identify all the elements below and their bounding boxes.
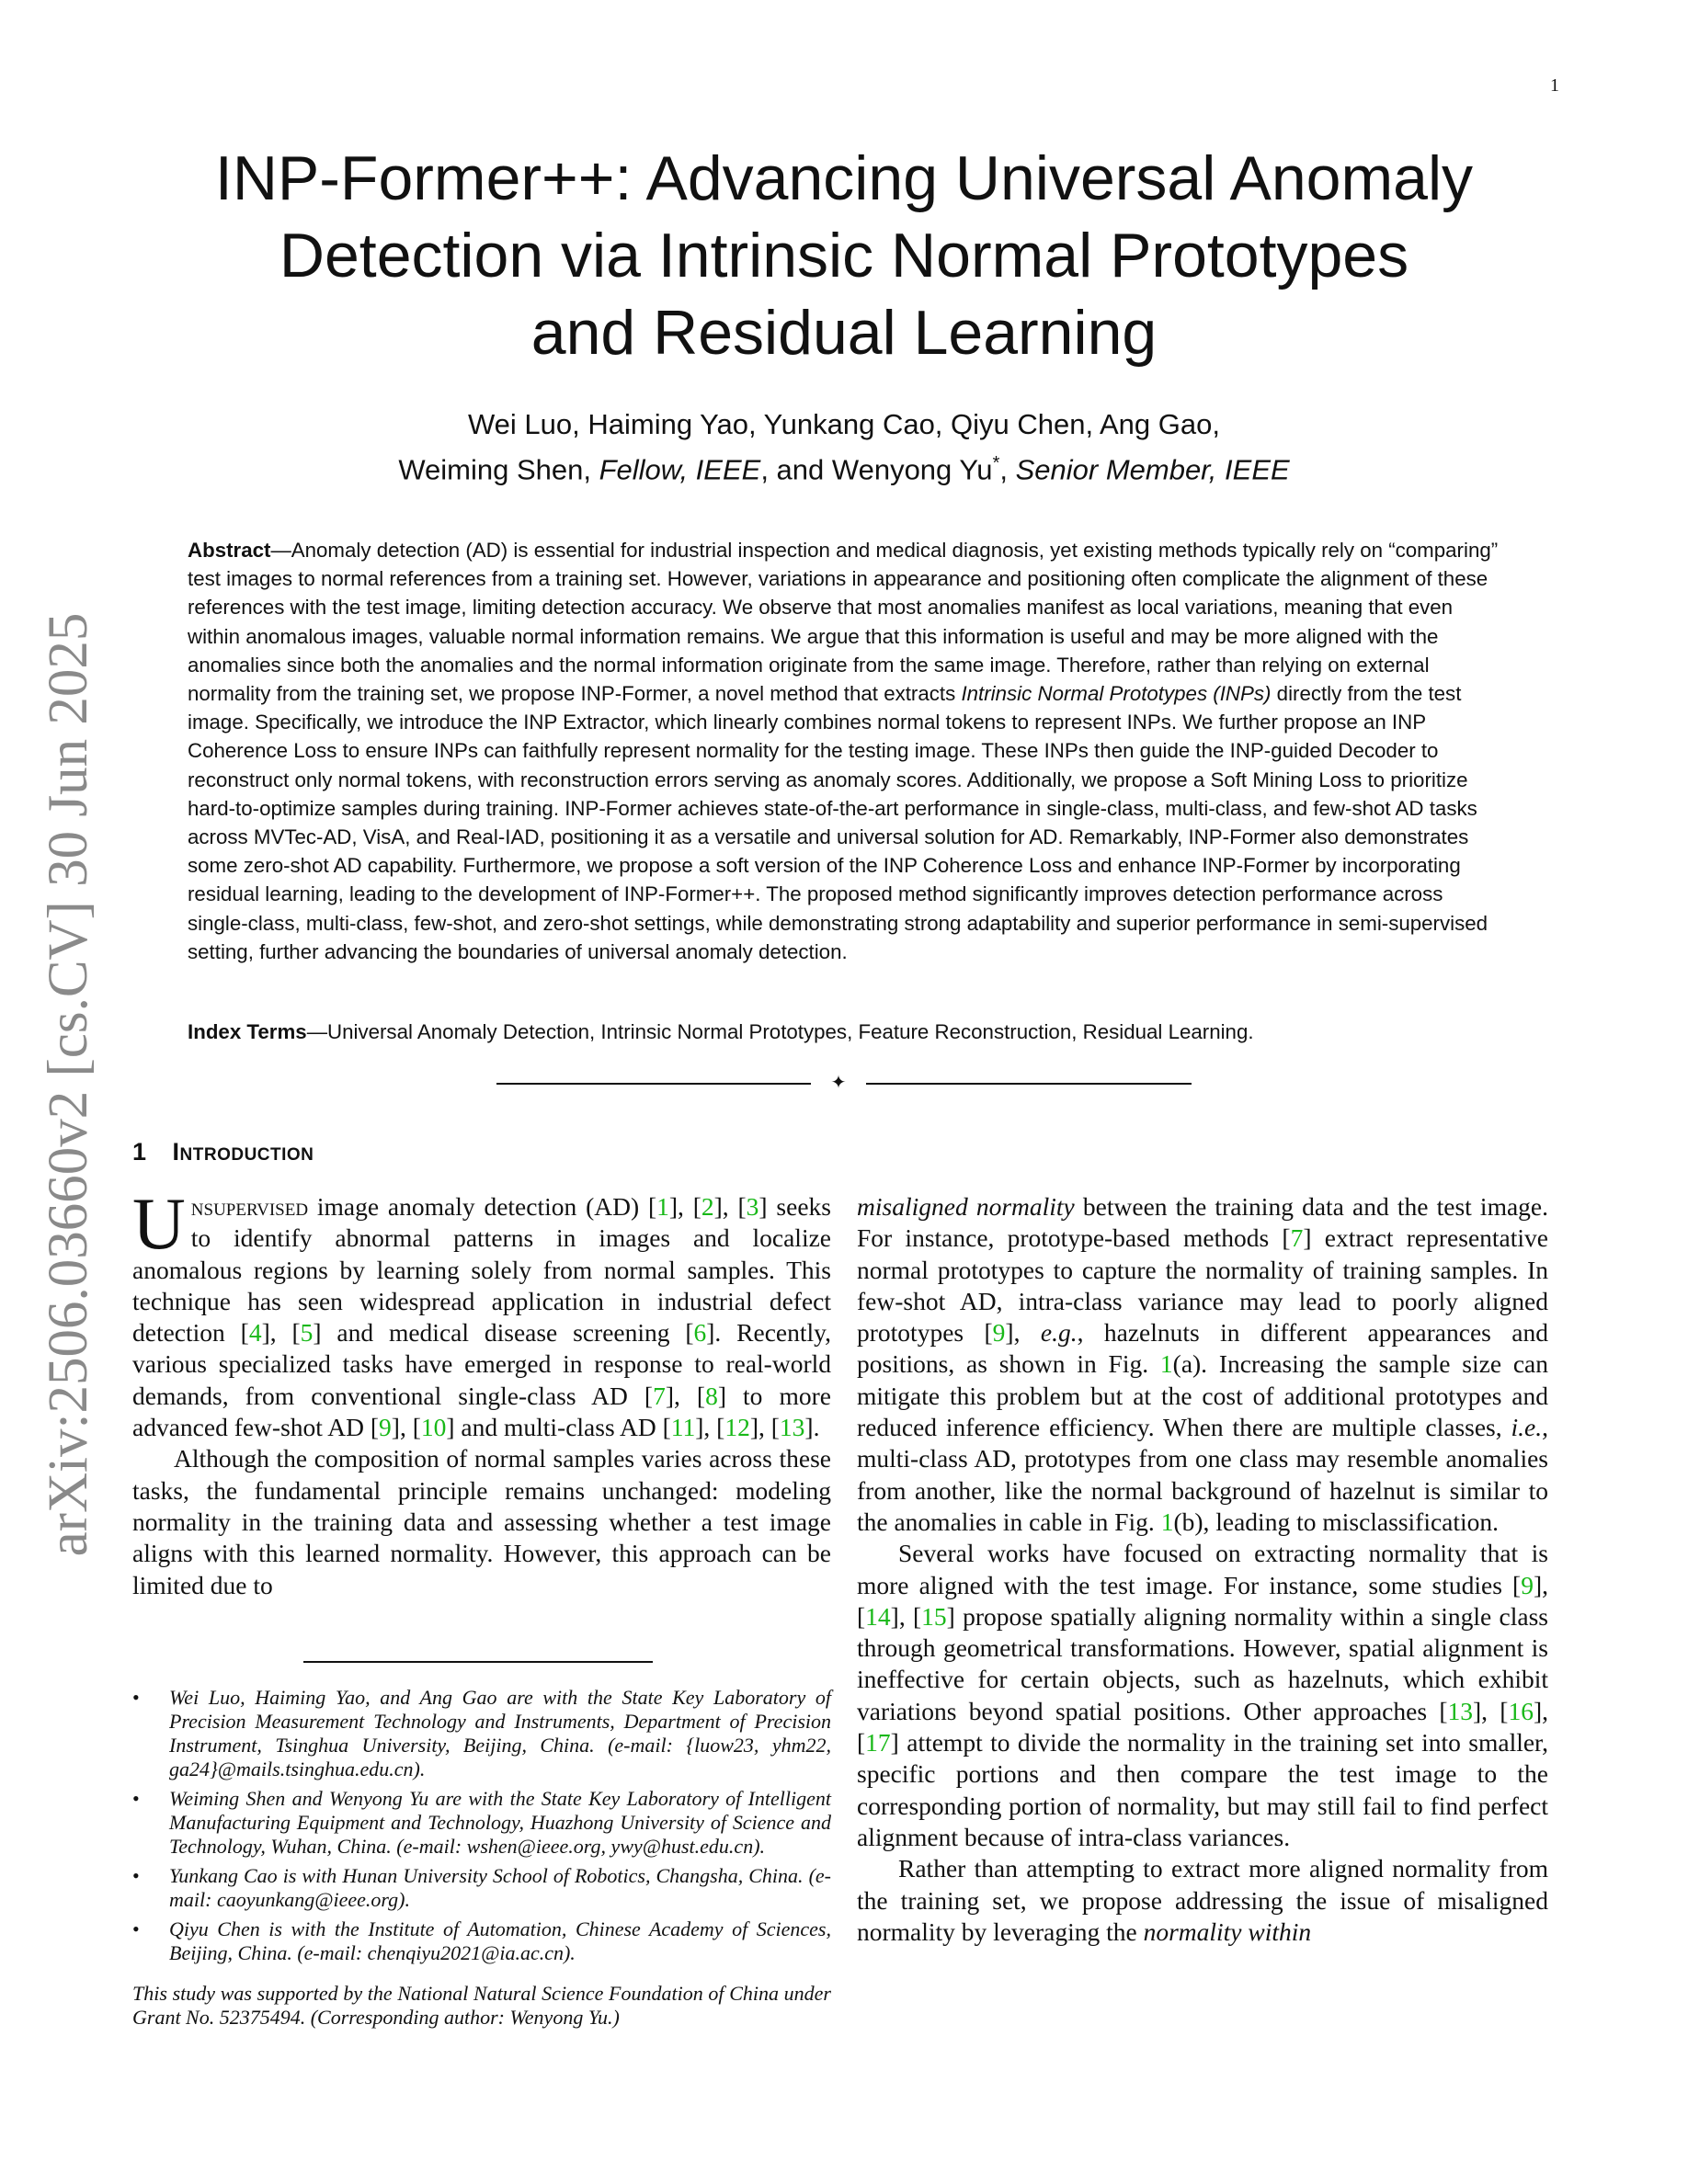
text-run: Rather than attempting to extract more aligned normality from the training set, we propose addressing the issue of misaligned normality by leveraging the [857,1854,1548,1946]
text-run: ] seeks to identify abnormal patterns in images and localize anomalous regions by learning solely from normal samples. This technique has seen widespread application in industrial defect detection [ [132,1192,831,1348]
index-terms [188,1018,1508,1046]
text-run: , multi-class AD, prototypes from one class may resemble anomalies from another, like the normal background of hazelnut is similar to the anomalies in cable in Fig. [857,1413,1548,1536]
text-run: ] and medical disease screening [ [313,1318,694,1348]
text-run: ], [ [665,1381,706,1410]
footnotes [132,1686,831,2030]
text-run: ]. Recently, various specialized tasks have emerged in response to real-world demands, from conventional single-class AD [ [132,1318,831,1410]
affiliation-note: • Qiyu Chen is with the Institute of Automation, Chinese Academy of Sciences, Beijing, China. (e-mail: chenqiyu2021@ia.ac.cn). [132,1917,831,1965]
figure-link[interactable]: 1 [1160,1507,1174,1536]
affiliation-note: • Yunkang Cao is with Hunan University School of Robotics, Changsha, China. (e-mail: caoyunkang@ieee.org). [132,1864,831,1912]
text-run: ], [ [857,1696,1548,1757]
citation-link[interactable]: 17 [865,1728,891,1757]
index-terms-label: Index Terms [188,1020,307,1043]
authors-line-1: Wei Luo, Haiming Yao, Yunkang Cao, Qiyu Chen, Ang Gao, [467,408,1220,440]
text-run: ], [ [749,1413,780,1442]
abstract-text-italic: Intrinsic Normal Prototypes (INPs) [961,682,1272,706]
text-run: (a). Increasing the sample size can mitigate this problem but at the cost of additional prototypes and reduced inference efficiency. When there are multiple classes, [857,1349,1549,1442]
footnote-rule [303,1661,653,1663]
section-heading [132,1138,314,1166]
text-run: ] extract representative normal prototypes to capture the normality of training samples. In few-shot AD, intra-class variance may lead to poorly aligned prototypes [ [857,1223,1548,1348]
citation-link[interactable]: 7 [653,1381,666,1410]
senior-title: Senior Member, IEEE [1015,453,1290,486]
italic-run: misaligned normality [857,1192,1075,1221]
citation-link[interactable]: 9 [992,1318,1006,1348]
abstract-text-b: directly from the test image. Specifically, we introduce the INP Extractor, which linearly combines normal tokens to represent INPs. We further propose an INP Coherence Loss to ensure INPs can faithfully represent normality for the testing image. These INPs then guide the INP-guided Decoder to reconstruct only normal tokens, with reconstruction errors serving as anomaly scores. Additionally, we propose a Soft Mining Loss to prioritize hard-to-optimize samples during training. INP-Former achieves state-of-the-art performance in single-class, multi-class, and few-shot AD tasks across MVTec-AD, VisA, and Real-IAD, positioning it as a versatile and universal solution for AD. Remarkably, INP-Former also demonstrates some zero-shot AD capability. Furthermore, we propose a soft version of the INP Coherence Loss and enhance INP-Former by incorporating residual learning, leading to the development of INP-Former++. The proposed method significantly improves detection performance across single-class, multi-class, few-shot, and zero-shot settings, while demonstrating strong adaptability and superior performance in semi-supervised setting, further advancing the boundaries of universal anomaly detection. [188,682,1488,963]
intro-paragraph-4 [857,1538,1548,1853]
citation-link[interactable]: 3 [746,1192,759,1221]
arxiv-stamp[interactable]: arXiv:2506.03660v2 [cs.CV] 30 Jun 2025 [38,612,99,1557]
text-run: ], [ [391,1413,421,1442]
section-number: 1 [132,1138,147,1166]
text-run: ], [ [713,1192,747,1221]
title-line-2: Detection via Intrinsic Normal Prototypes [279,221,1409,290]
funding-note: This study was supported by the National Natural Science Foundation of China under Grant No. 52375494. (Corresponding author: Wenyong Yu.) [132,1982,831,2029]
citation-link[interactable]: 15 [921,1601,947,1631]
citation-link[interactable]: 6 [693,1318,707,1348]
citation-link[interactable]: 16 [1508,1696,1534,1725]
intro-paragraph-3 [857,1191,1548,1538]
affiliation-note: • Wei Luo, Haiming Yao, and Ang Gao are with the State Key Laboratory of Precision Measurement Technology and Instruments, Department of Precision Instrument, Tsinghua University, Beijing, China. (e-mail: {luow23, yhm22, ga24}@mails.tsinghua.edu.cn). [132,1686,831,1781]
citation-link[interactable]: 11 [670,1413,696,1442]
author-list [138,404,1550,489]
text-run: ], [ [1472,1696,1509,1725]
citation-link[interactable]: 7 [1290,1223,1304,1253]
text-run: ], [ [261,1318,301,1348]
citation-link[interactable]: 13 [779,1413,805,1442]
authors-line-2c: , [999,453,1016,486]
text-run: ]. [804,1413,820,1442]
citation-link[interactable]: 8 [705,1381,718,1410]
citation-link[interactable]: 5 [300,1318,314,1348]
section-title: Introduction [172,1138,314,1166]
dropcap-letter: U [132,1184,186,1265]
divider-diamond-icon: ✦ [830,1073,847,1093]
citation-link[interactable]: 13 [1447,1696,1473,1725]
text-run: between the training data and the test image. For instance, prototype-based methods [ [857,1192,1549,1253]
citation-link[interactable]: 9 [1521,1570,1534,1599]
citation-link[interactable]: 12 [724,1413,750,1442]
figure-link[interactable]: 1 [1159,1349,1173,1379]
intro-paragraph-5 [857,1853,1548,1948]
text-run: ], [ [890,1601,922,1631]
text-run: ], [ [668,1192,701,1221]
text-run: ], [ [695,1413,725,1442]
intro-paragraph-1 [132,1184,831,1443]
citation-link[interactable]: 2 [701,1192,714,1221]
affiliation-list [132,1686,831,1965]
title-line-1: INP-Former++: Advancing Universal Anomaly [214,143,1474,213]
authors-line-2a: Weiming Shen, [398,453,599,486]
left-column [132,1184,831,1601]
abstract-text-a: —Anomaly detection (AD) is essential for industrial inspection and medical diagnosis, yet existing methods typically rely on “comparing” test images to normal references from a training set. However, variations in appearance and positioning often complicate the alignment of these references with the test image, limiting detection accuracy. We observe that most anomalies manifest as local variations, meaning that even within anomalous images, valuable normal information remains. We argue that this information is useful and may be more aligned with the anomalies since both the anomalies and the normal information originate from the same image. Therefore, rather than relying on external normality from the training set, we propose INP-Former, a novel method that extracts [188,539,1499,706]
abstract-label: Abstract [188,539,271,562]
text-run: image anomaly detection (AD) [ [308,1192,657,1221]
index-terms-text: —Universal Anomaly Detection, Intrinsic Normal Prototypes, Feature Reconstruction, Residual Learning. [306,1020,1254,1043]
right-column [857,1191,1548,1948]
affiliation-note: • Weiming Shen and Wenyong Yu are with the State Key Laboratory of Intelligent Manufacturing Equipment and Technology, Huazhong University of Science and Technology, Wuhan, China. (e-mail: wshen@ieee.org, ywy@hust.edu.cn). [132,1787,831,1859]
citation-link[interactable]: 9 [379,1413,392,1442]
text-run: ], [ [857,1570,1548,1631]
citation-link[interactable]: 4 [248,1318,262,1348]
text-run: ] propose spatially aligning normality within a single class through geometrical transformations. However, spatial alignment is ineffective for certain objects, such as hazelnuts, which exhibit variations beyond spatial positions. Other approaches [ [857,1601,1548,1725]
italic-run: e.g. [1040,1318,1078,1348]
intro-paragraph-2: Although the composition of normal samples varies across these tasks, the fundamental principle remains unchanged: modeling normality in the training data and assessing whether a test image aligns with this learned normality. However, this approach can be limited due to [132,1444,831,1599]
smallcaps-word: nsupervised [190,1192,309,1221]
text-run: , hazelnuts in different appearances and positions, as shown in Fig. [857,1318,1548,1379]
text-run: ] attempt to divide the normality in the training set into smaller, specific portions and then compare the test image to the corresponding portion of normality, but may still fail to find perfect alignment because of intra-class variances. [857,1728,1548,1851]
italic-run: i.e. [1511,1413,1543,1442]
text-run: ], [1005,1318,1041,1348]
fellow-title: Fellow, IEEE [599,453,761,486]
text-run: Several works have focused on extracting normality that is more aligned with the test image. For instance, some studies [ [857,1539,1548,1599]
citation-link[interactable]: 1 [656,1192,669,1221]
divider-line-left [496,1083,811,1085]
authors-line-2b: , and Wenyong Yu [760,453,993,486]
divider-line-right [866,1083,1192,1085]
title-line-3: and Residual Learning [530,298,1158,368]
italic-run: normality within [1143,1917,1312,1946]
section-divider [496,1074,1192,1092]
citation-link[interactable]: 14 [865,1601,891,1631]
text-run: (b), leading to misclassification. [1173,1507,1500,1536]
paper-title [138,140,1550,371]
text-run: ] to more advanced few-shot AD [ [132,1381,831,1442]
citation-link[interactable]: 10 [420,1413,447,1442]
text-run: ] and multi-class AD [ [446,1413,671,1442]
abstract [188,536,1508,966]
corresponding-star: * [992,453,1000,473]
page-number: 1 [1550,75,1559,96]
